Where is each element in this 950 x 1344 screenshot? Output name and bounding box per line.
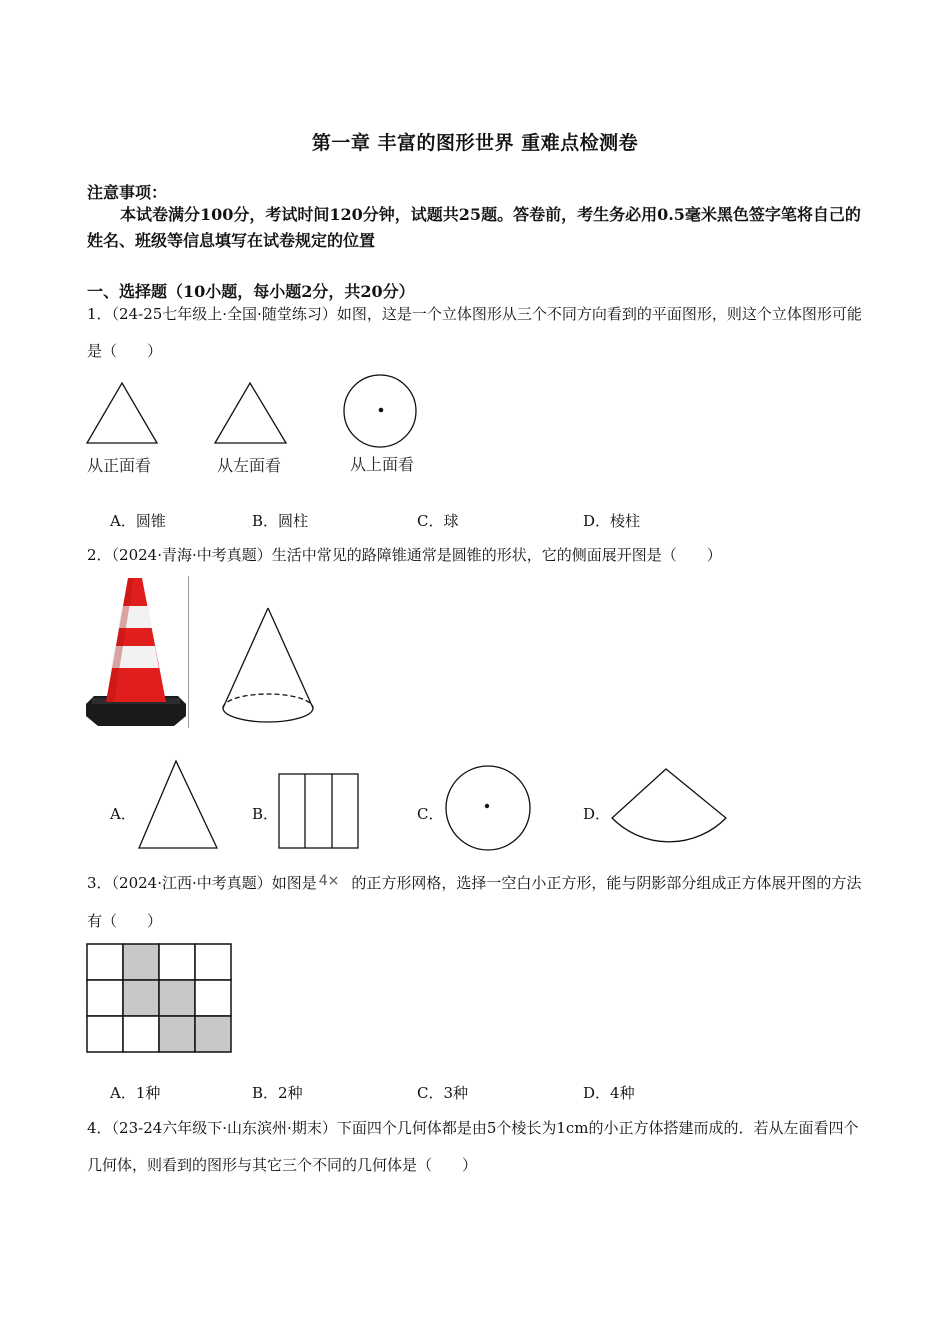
question-1-text: 1．（24-25七年级上·全国·随堂练习）如图，这是一个立体图形从三个不同方向看到的平面图形，则这个立体图形可能是（ ） (87, 305, 862, 360)
page-title: 第一章 丰富的图形世界 重难点检测卷 (311, 132, 639, 154)
q2-option-b[interactable]: B． (252, 805, 279, 823)
q1-left-view-triangle (214, 382, 287, 444)
traffic-cone-photo (84, 576, 188, 730)
grid-cell-shaded (123, 980, 159, 1016)
q1-view-label-left: 从左面看 (217, 456, 282, 475)
grid-cell-shaded (159, 1016, 195, 1052)
q2-option-d[interactable]: D． (583, 805, 611, 823)
grid-cell-shaded (123, 944, 159, 980)
grid-cell-blank (195, 980, 231, 1016)
q1-top-view-circle (342, 373, 418, 449)
grid-cell-blank (87, 944, 123, 980)
q3-option-c[interactable]: C．3种 (417, 1084, 469, 1102)
q1-view-label-front: 从正面看 (87, 456, 152, 475)
q1-front-view-triangle (86, 382, 158, 444)
q3-option-b[interactable]: B．2种 (252, 1084, 303, 1102)
grid-cell-shaded (159, 980, 195, 1016)
q3-option-d[interactable]: D．4种 (583, 1084, 635, 1102)
q2-option-b-rectangles[interactable] (278, 773, 360, 849)
cone-diagram (221, 606, 315, 726)
q1-option-a[interactable]: A．圆锥 (110, 512, 166, 530)
q3-text-after: 的正方形网格，选择一空白小正方形，能与阴影部分组成正方体展开图的方法有（ ） (87, 874, 862, 930)
question-4-text: 4．（23-24六年级下·山东滨州·期末）下面四个几何体都是由5个棱长为1cm的小正方体搭建而成的．若从左面看四个几何体，则看到的图形与其它三个不同的几何体是（ ） (87, 1119, 859, 1174)
question-2-text: 2．（2024·青海·中考真题）生活中常见的路障锥通常是圆锥的形状，它的侧面展开图是（ ） (87, 546, 722, 564)
q2-option-a-triangle[interactable] (138, 760, 218, 850)
q2-option-c[interactable]: C． (417, 805, 444, 823)
q3-option-a[interactable]: A．1种 (110, 1084, 161, 1102)
q1-option-b[interactable]: B．圆柱 (252, 512, 309, 530)
grid-cell-blank (87, 1016, 123, 1052)
q3-text-before: 3．（2024·江西·中考真题）如图是 (87, 874, 317, 892)
grid-cell-blank (123, 1016, 159, 1052)
grid-cell-blank (159, 944, 195, 980)
q3-square-grid (86, 943, 233, 1053)
q1-option-c[interactable]: C．球 (417, 512, 459, 530)
section-heading: 一、选择题（10小题，每小题2分，共20分） (87, 282, 415, 301)
q2-option-c-circle[interactable] (444, 764, 532, 852)
grid-cell-blank (87, 980, 123, 1016)
q1-option-d[interactable]: D．棱柱 (583, 512, 641, 530)
q2-option-d-sector[interactable] (610, 768, 728, 840)
q3-formula: 4× (318, 873, 340, 889)
q2-option-a[interactable]: A． (110, 805, 136, 823)
q1-view-label-top: 从上面看 (350, 455, 415, 474)
question-3-text (87, 865, 862, 940)
grid-cell-shaded (195, 1016, 231, 1052)
notice-text: 本试卷满分100分，考试时间120分钟，试题共25题。答卷前，考生务必用0.5毫米黑色签字笔将自己的姓名、班级等信息填写在试卷规定的位置 (87, 205, 861, 250)
notice-heading: 注意事项： (87, 183, 168, 202)
grid-cell-blank (195, 944, 231, 980)
